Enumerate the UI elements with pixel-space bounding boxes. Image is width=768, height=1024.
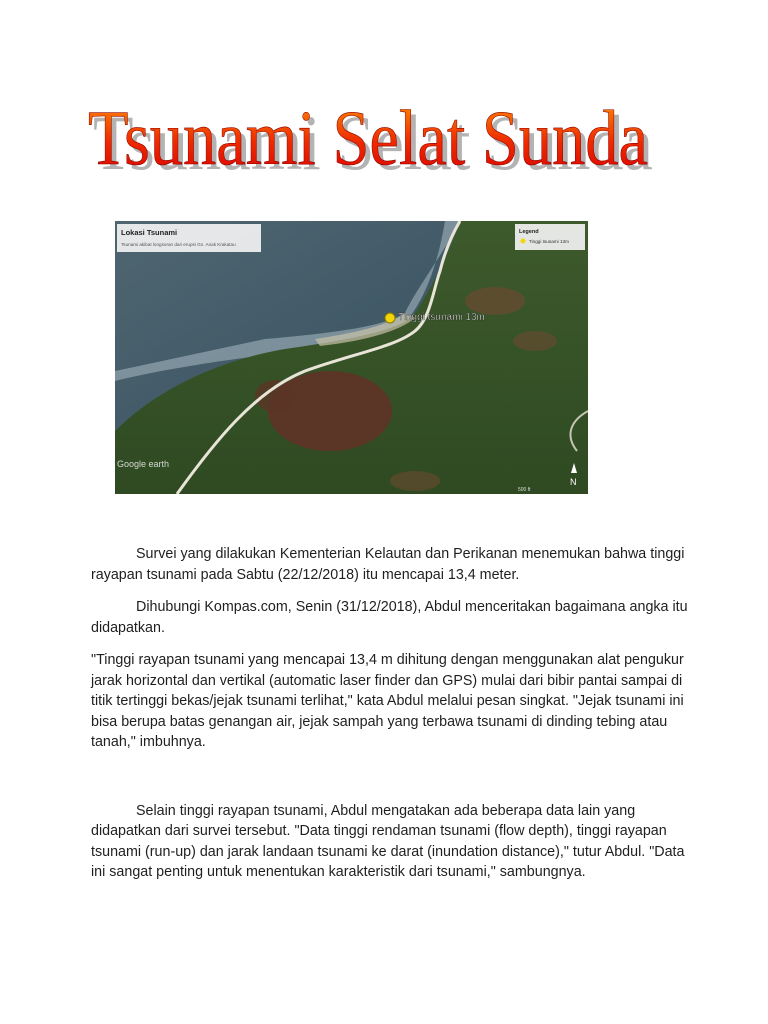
legend-marker-icon <box>521 239 526 244</box>
legend-box <box>515 224 585 250</box>
legend-item: Tinggi tsunami 13m <box>529 239 569 244</box>
info-box-subtitle: Tsunami akibat longsoran dari erupsi Gn. Anak Krakatau <box>121 242 236 247</box>
tsunami-marker-icon <box>385 313 395 323</box>
barren-patch-3 <box>465 287 525 315</box>
compass-label: N <box>570 477 577 487</box>
page-title-shadow: Tsunami Selat Sunda <box>93 99 653 186</box>
paragraph-3: "Tinggi rayapan tsunami yang mencapai 13,4 m dihitung dengan menggunakan alat pengukur jarak horizontal dan vertikal (automatic laser finder dan GPS) mulai dari bibir pantai sampai di titik tertinggi bekas/jejak tsunami terlihat," kata Abdul melalui pesan singkat. "Jejak tsunami ini bisa berupa batas genangan air, jejak sampah yang terbawa tsunami di dinding tebing atau tanah," imbuhnya. <box>91 652 684 750</box>
info-box-title: Lokasi Tsunami <box>121 228 178 237</box>
page-title-text: Tsunami Selat Sunda <box>88 94 648 181</box>
scale-label: 500 ft <box>518 487 531 493</box>
google-earth-watermark: Google earth <box>117 459 170 469</box>
tsunami-marker-label: Tinggi tsunami 13m <box>398 312 485 323</box>
satellite-photo <box>115 221 588 494</box>
paragraph-4: Selain tinggi rayapan tsunami, Abdul mengatakan ada beberapa data lain yang didapatkan dari survei tersebut. "Data tinggi rendaman tsunami (flow depth), tinggi rayapan tsunami (run-up) dan jarak landaan tsunami ke darat (inundation distance)," tutur Abdul. "Data ini sangat penting untuk menentukan karakteristik dari tsunami," sambungnya. <box>91 802 685 880</box>
page-title <box>88 86 668 196</box>
paragraph-1: Survei yang dilakukan Kementerian Kelautan dan Perikanan menemukan bahwa tinggi rayapan tsunami pada Sabtu (22/12/2018) itu mencapai 13,4 meter. <box>91 546 685 583</box>
barren-patch-5 <box>390 471 440 491</box>
barren-patch-4 <box>513 331 557 351</box>
article-body <box>91 544 691 883</box>
legend-title: Legend <box>519 229 539 235</box>
paragraph-2: Dihubungi Kompas.com, Senin (31/12/2018), Abdul menceritakan bagaimana angka itu didapatkan. <box>91 599 688 636</box>
